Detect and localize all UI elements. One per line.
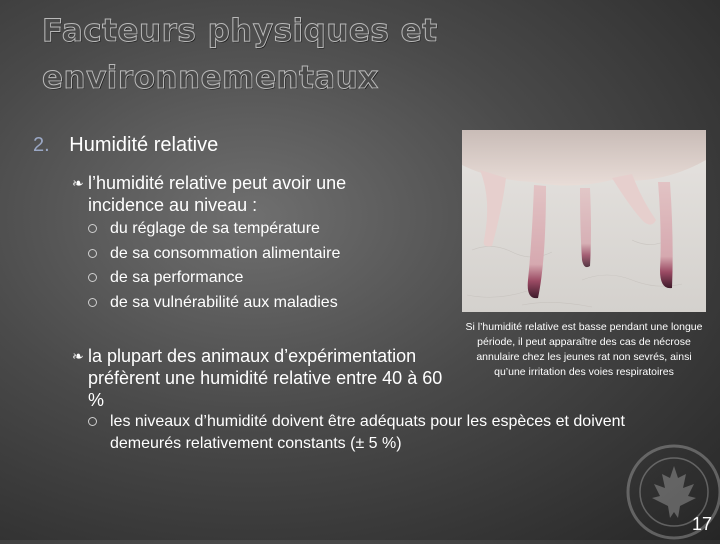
- list-item: [88, 291, 340, 316]
- slide-title: Facteurs physiques et environnementaux: [42, 13, 438, 96]
- page-number: 17: [691, 514, 712, 534]
- list-item: [88, 266, 340, 291]
- list-item: [88, 242, 340, 267]
- bullet-humidity-impact: [72, 172, 408, 216]
- section-title: Humidité relative: [69, 134, 219, 156]
- list-item-text: de sa vulnérabilité aux maladies: [110, 293, 338, 311]
- photo-caption: Si l’humidité relative est basse pendant une longue période, il peut apparaître des cas de nécrose annulaire chez les jeunes rat non sevrés, ainsi qu’une irritation des voies respiratoires: [465, 321, 703, 378]
- list-item: [88, 217, 340, 242]
- section-number: 2.: [33, 134, 50, 156]
- ring-bullet-icon: [88, 249, 97, 258]
- humidity-level-note: [110, 411, 650, 455]
- feather-bullet-icon: ❧: [72, 348, 84, 364]
- rat-paws-photo: [462, 130, 706, 312]
- ring-bullet-icon: [88, 224, 97, 233]
- rat-paws-illustration: [462, 130, 706, 312]
- bullet-animal-preference: [72, 345, 448, 411]
- ring-bullet-icon: [88, 273, 97, 282]
- impact-list: [88, 217, 340, 315]
- feather-bullet-icon: ❧: [72, 175, 84, 191]
- bullet-humidity-impact-text: l’humidité relative peut avoir une incidence au niveau :: [88, 173, 347, 215]
- list-item-text: de sa consommation alimentaire: [110, 244, 341, 262]
- ring-bullet-icon: [88, 298, 97, 307]
- bullet-animal-preference-text: la plupart des animaux d’expérimentation préfèrent une humidité relative entre 40 à 60 %: [88, 346, 443, 410]
- humidity-level-note-text: les niveaux d’humidité doivent être adéquats pour les espèces et doivent demeurés relativement constants (± 5 %): [110, 413, 625, 452]
- list-item-text: du réglage de sa température: [110, 220, 320, 237]
- ring-bullet-icon: [88, 417, 97, 426]
- section-heading: [33, 132, 218, 158]
- list-item-text: de sa performance: [110, 269, 244, 286]
